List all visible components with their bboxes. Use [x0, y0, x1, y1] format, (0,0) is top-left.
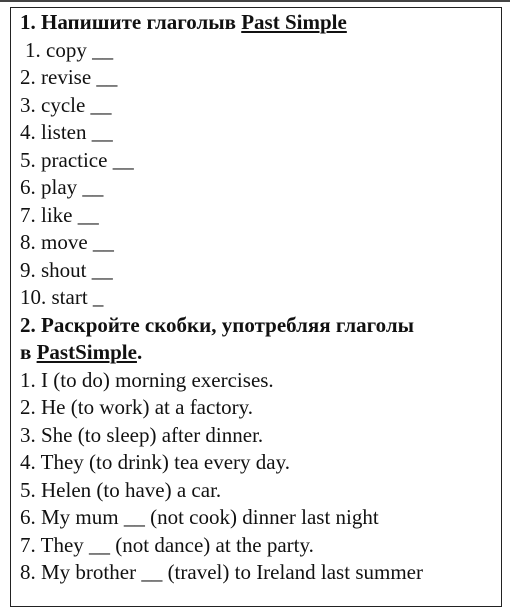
- section1-heading: [20, 9, 500, 37]
- section2-item: 1. I (to do) morning exercises.: [20, 367, 274, 392]
- section2-item: 5. Helen (to have) a car.: [20, 477, 222, 502]
- section1-item: 2. revise __: [20, 65, 118, 89]
- worksheet-content: [20, 9, 500, 587]
- section2-item: 3. She (to sleep) after dinner.: [20, 422, 264, 447]
- section1-item: 9. shout __: [20, 257, 113, 282]
- section2-item: 4. They (to drink) tea every day.: [20, 450, 290, 474]
- section1-item: 4. listen __: [20, 120, 113, 144]
- section1-item: 5. practice __: [20, 147, 134, 172]
- section2-item: 7. They __ (not dance) at the party.: [20, 532, 314, 557]
- section2-heading-tense: PastSimple: [36, 340, 137, 364]
- section2-heading-prefix: в: [20, 340, 37, 364]
- top-border-line: [0, 0, 510, 2]
- section2-item: 2. He (to work) at a factory.: [20, 395, 254, 419]
- section1-item: 3. cycle __: [20, 92, 112, 117]
- section1-item: 7. like __: [20, 202, 99, 227]
- section2-item: 6. My mum __ (not cook) dinner last night: [20, 505, 379, 529]
- section2-heading-suffix: .: [136, 340, 143, 364]
- section2-heading-line1: 2. Раскройте скобки, употребляя глаголы: [20, 312, 415, 337]
- section1-item: 6. play __: [20, 175, 104, 199]
- section1-item: 1. copy __: [25, 37, 114, 62]
- section2-heading-line2: [20, 339, 500, 367]
- section2-item: 8. My brother __ (travel) to Ireland last summer: [20, 560, 423, 584]
- section1-item: 10. start _: [20, 285, 104, 309]
- section1-heading-text: 1. Напишите глаголыв: [20, 10, 242, 34]
- section1-heading-tense: Past Simple: [241, 10, 347, 34]
- section1-item: 8. move __: [20, 230, 114, 254]
